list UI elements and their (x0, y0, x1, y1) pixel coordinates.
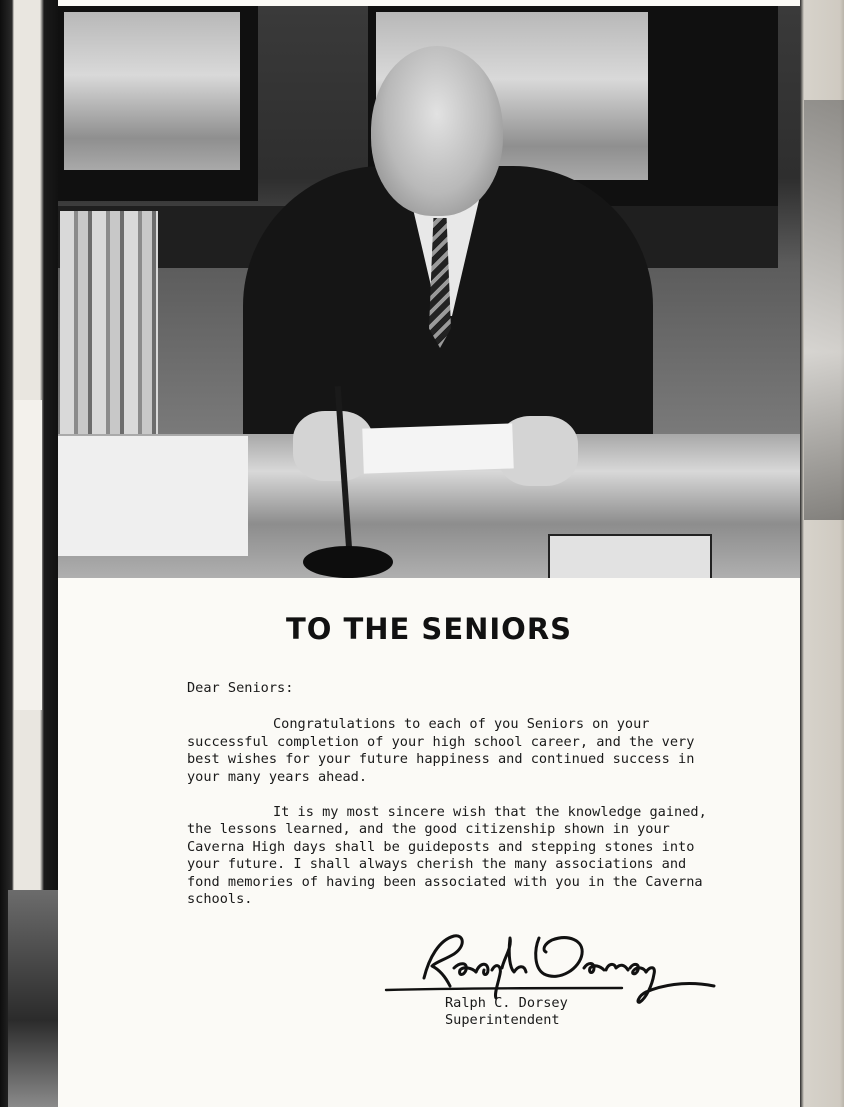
letter-paragraph-1: Congratulations to each of you Seniors on your successful completion of your high school career, and the very best wishes for your future happiness and continued success in your many years ahead. (187, 716, 695, 785)
yearbook-page (58, 0, 800, 1107)
photo-tray (548, 534, 712, 578)
photo-window-left (64, 12, 240, 170)
photo-head (371, 46, 503, 216)
photo-hand-left (293, 411, 373, 481)
signer-name: Ralph C. Dorsey (445, 995, 568, 1011)
superintendent-photo (58, 6, 800, 578)
photo-radiator (60, 211, 158, 436)
photo-pen-stand (303, 546, 393, 578)
adjacent-page-photo (8, 890, 58, 1107)
photo-desk-papers (58, 436, 248, 556)
signer-block (445, 995, 568, 1030)
letter-salutation: Dear Seniors: (187, 680, 294, 696)
adjacent-page-band (14, 400, 42, 710)
adjacent-page-left (0, 0, 58, 1107)
page-title: TO THE SENIORS (285, 612, 573, 646)
adjacent-page-right (800, 0, 844, 1107)
letter-body (187, 680, 707, 908)
photo-paper (362, 423, 513, 473)
signer-title: Superintendent (445, 1012, 560, 1029)
letter-paragraph-2: It is my most sincere wish that the knowledge gained, the lessons learned, and the good citizenship shown in your Caverna High days shall be guideposts and stepping stones into your future. I shall always cherish the many associations and fond memories of having been associated with you in the Caverna schools. (187, 804, 707, 908)
adjacent-page-photo-edge (804, 100, 844, 520)
